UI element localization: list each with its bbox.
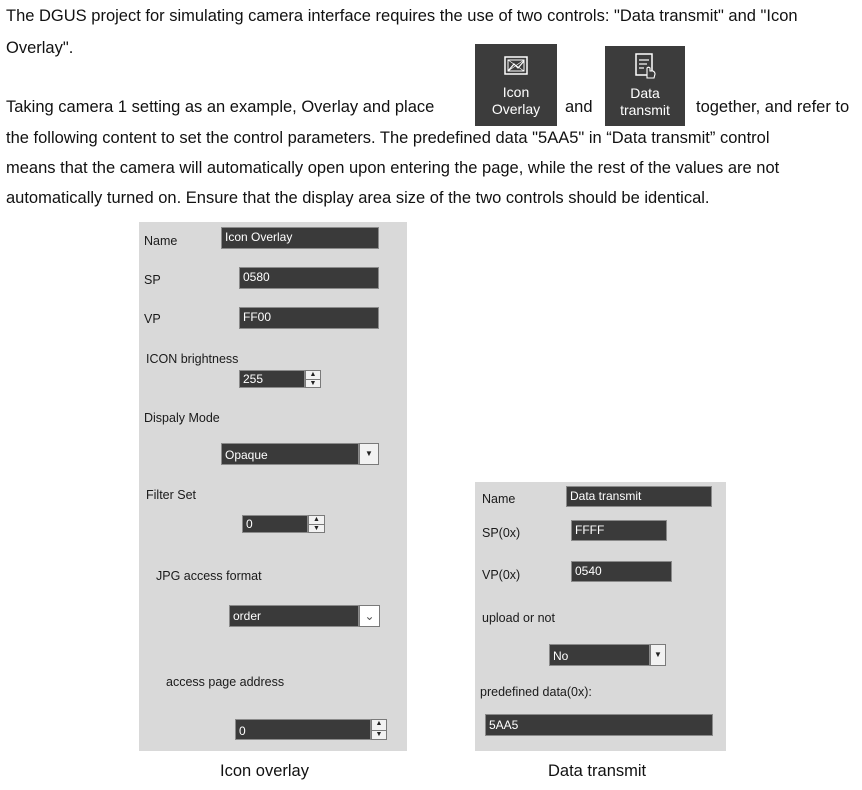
data-transmit-panel (475, 482, 726, 751)
image-overlay-icon (502, 53, 530, 79)
display-mode-dropdown-icon[interactable]: ▼ (359, 443, 379, 465)
name-field[interactable]: Icon Overlay (221, 227, 379, 249)
data-transmit-icon (632, 51, 658, 79)
filter-set-spinner[interactable] (308, 515, 325, 533)
vp-label: VP (144, 312, 161, 326)
access-page-address-field[interactable]: 0 (235, 719, 371, 740)
spinner-down-icon[interactable]: ▼ (372, 730, 386, 741)
spinner-down-icon[interactable]: ▼ (309, 524, 324, 533)
intro-line-2: Overlay". (6, 39, 74, 57)
intro-line-1: The DGUS project for simulating camera interface requires the use of two controls: "Data transmit" and "Icon (6, 7, 798, 25)
display-mode-label: Dispaly Mode (144, 411, 220, 425)
icon-overlay-tile (475, 44, 557, 126)
intro-line-3-after: together, and refer to (696, 98, 850, 116)
upload-or-not-label: upload or not (482, 611, 555, 625)
display-mode-select[interactable]: Opaque (221, 443, 359, 465)
sp-label: SP (144, 273, 161, 287)
predefined-data-field[interactable]: 5AA5 (485, 714, 713, 736)
data-transmit-tile-line1: Data (630, 85, 660, 101)
vp-field[interactable]: FF00 (239, 307, 379, 329)
vp-label: VP(0x) (482, 568, 521, 582)
icon-brightness-label: ICON brightness (146, 352, 239, 366)
intro-line-3-and: and (565, 98, 593, 116)
access-page-address-spinner[interactable] (371, 719, 387, 740)
spinner-up-icon[interactable]: ▲ (313, 516, 320, 523)
spinner-up-icon[interactable]: ▲ (309, 371, 317, 378)
intro-line-6: automatically turned on. Ensure that the display area size of the two controls should be identical. (6, 189, 710, 207)
intro-line-3-before: Taking camera 1 setting as an example, Overlay and place (6, 98, 435, 116)
jpg-access-format-dropdown-icon[interactable]: ⌄ (359, 605, 380, 627)
data-transmit-caption: Data transmit (548, 762, 647, 780)
intro-line-5: means that the camera will automatically open upon entering the page, while the rest of the values are not (6, 159, 780, 177)
predefined-data-label: predefined data(0x): (480, 685, 592, 699)
intro-line-4: the following content to set the control parameters. The predefined data "5AA5" in “Data transmit” control (6, 129, 770, 147)
upload-or-not-select[interactable]: No (549, 644, 650, 666)
jpg-access-format-label: JPG access format (156, 569, 262, 583)
icon-overlay-panel (139, 222, 407, 751)
access-page-address-label: access page address (166, 675, 285, 689)
name-field[interactable]: Data transmit (566, 486, 712, 507)
icon-overlay-tile-line1: Icon (502, 84, 530, 100)
sp-field[interactable]: FFFF (571, 520, 667, 541)
sp-label: SP(0x) (482, 526, 521, 540)
data-transmit-tile (605, 46, 685, 126)
icon-overlay-tile-line2: Overlay (491, 101, 541, 117)
spinner-up-icon[interactable]: ▲ (375, 720, 383, 727)
name-label: Name (144, 234, 178, 248)
data-transmit-tile-line2: transmit (620, 102, 670, 118)
spinner-down-icon[interactable]: ▼ (306, 379, 320, 388)
jpg-access-format-select[interactable]: order (229, 605, 359, 627)
name-label: Name (482, 492, 516, 506)
sp-field[interactable]: 0580 (239, 267, 379, 289)
icon-brightness-field[interactable]: 255 (239, 370, 305, 388)
vp-field[interactable]: 0540 (571, 561, 672, 582)
icon-overlay-caption: Icon overlay (220, 762, 309, 780)
filter-set-field[interactable]: 0 (242, 515, 308, 533)
icon-brightness-spinner[interactable] (305, 370, 321, 388)
filter-set-label: Filter Set (146, 488, 197, 502)
upload-or-not-dropdown-icon[interactable]: ▼ (650, 644, 666, 666)
